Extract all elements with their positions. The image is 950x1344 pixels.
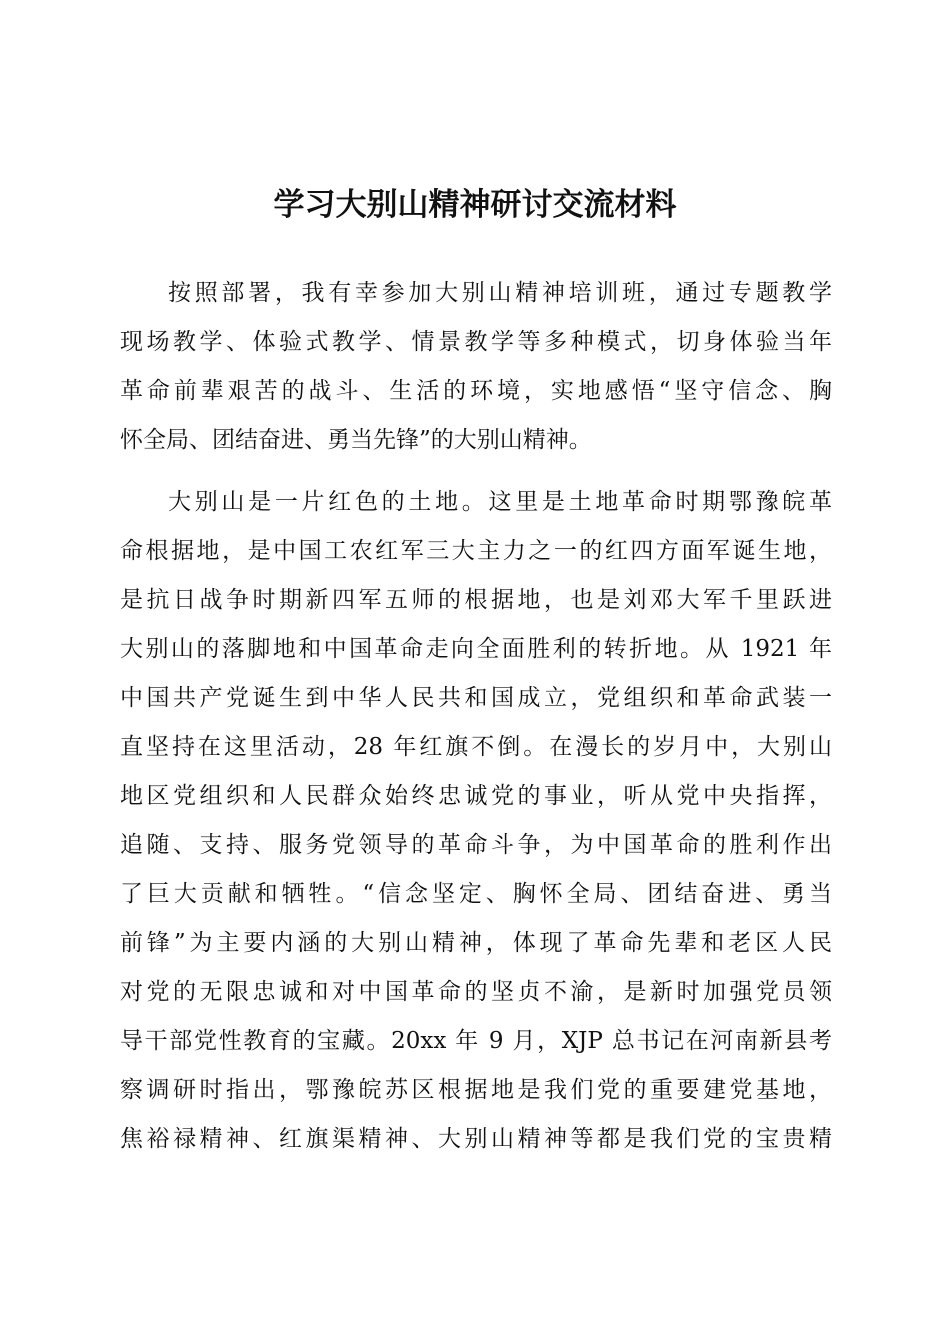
paragraph-1 [120, 269, 832, 465]
paragraph-line: 导干部党性教育的宝藏。20xx 年 9 月，XJP 总书记在河南新县考 [120, 1028, 832, 1054]
paragraph-line: 是抗日战争时期新四军五师的根据地，也是刘邓大军千里跃进 [120, 587, 832, 613]
paragraph-line: 命根据地，是中国工农红军三大主力之一的红四方面军诞生地， [120, 538, 832, 564]
paragraph-2 [120, 478, 832, 1164]
paragraph-line: 察调研时指出，鄂豫皖苏区根据地是我们党的重要建党基地， [120, 1077, 832, 1103]
paragraph-line: 焦裕禄精神、红旗渠精神、大别山精神等都是我们党的宝贵精 [120, 1126, 832, 1152]
paragraph-line: 大别山的落脚地和中国革命走向全面胜利的转折地。从 1921 年 [120, 636, 832, 662]
paragraph-line: 革命前辈艰苦的战斗、生活的环境，实地感悟“坚守信念、胸 [120, 378, 832, 404]
paragraph-line: 对党的无限忠诚和对中国革命的坚贞不渝，是新时加强党员领 [120, 979, 832, 1005]
paragraph-line: 中国共产党诞生到中华人民共和国成立，党组织和革命武装一 [120, 685, 832, 711]
paragraph-line: 追随、支持、服务党领导的革命斗争，为中国革命的胜利作出 [120, 832, 832, 858]
paragraph-line: 怀全局、团结奋进、勇当先锋”的大别山精神。 [120, 427, 592, 453]
paragraph-line: 直坚持在这里活动，28 年红旗不倒。在漫长的岁月中，大别山 [120, 734, 832, 760]
paragraph-line: 前锋”为主要内涵的大别山精神，体现了革命先辈和老区人民 [120, 930, 832, 956]
paragraph-line: 按照部署，我有幸参加大别山精神培训班，通过专题教学 [168, 280, 832, 306]
paragraph-line: 了巨大贡献和牺牲。“信念坚定、胸怀全局、团结奋进、勇当 [120, 881, 832, 907]
document-body [120, 269, 832, 1164]
paragraph-line: 大别山是一片红色的土地。这里是土地革命时期鄂豫皖革 [168, 489, 832, 515]
paragraph-line: 地区党组织和人民群众始终忠诚党的事业，听从党中央指挥， [120, 783, 832, 809]
paragraph-gap [120, 465, 832, 478]
document-title: 学习大别山精神研讨交流材料 [273, 187, 677, 223]
paragraph-line: 现场教学、体验式教学、情景教学等多种模式，切身体验当年 [120, 329, 832, 355]
